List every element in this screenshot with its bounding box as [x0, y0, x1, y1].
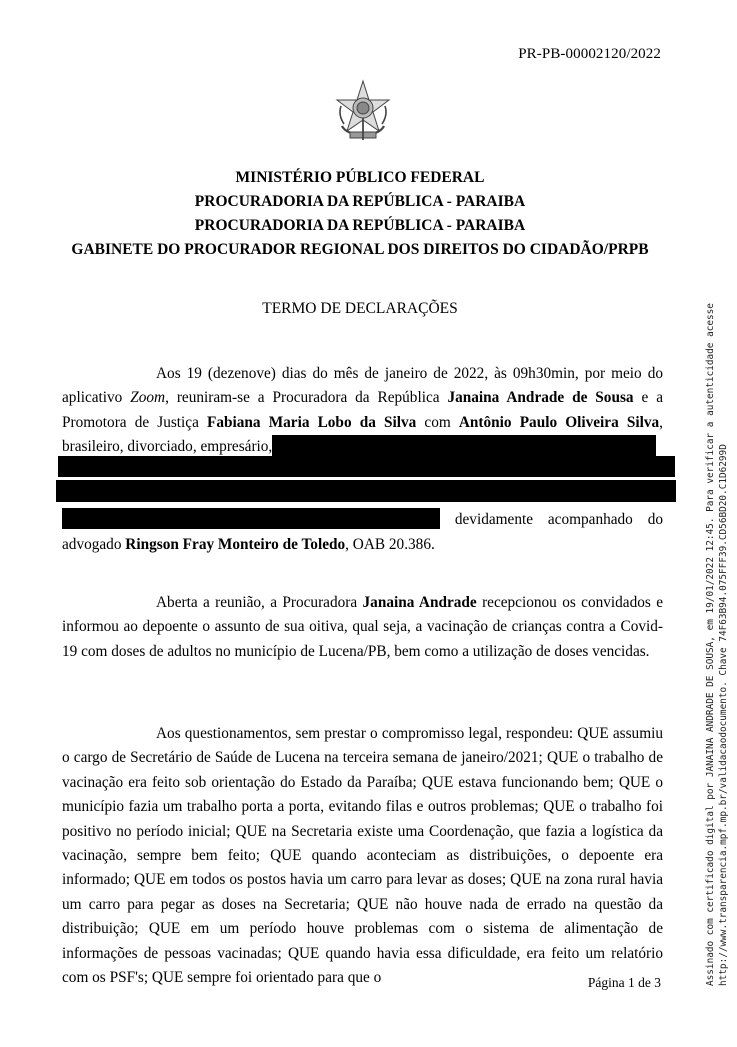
p2-procuradora-name: Janaina Andrade — [362, 594, 477, 611]
p2-text: recepcionou os convidados e informou ao depoente o assunto de sua oitiva, qual seja, a vacinação de crianças contra a Covid-19 com doses de adultos no município de Lucena/PB, bem como a utilização de doses vencidas. — [62, 594, 664, 660]
p3-text: Aos questionamentos, sem prestar o compromisso legal, respondeu: QUE assumiu o cargo de Secretário de Saúde de Lucena na terceira semana de janeiro/2021; QUE o trabalho de vacinação era feito sob orientação do Estado da Paraíba; QUE estava funcionando bem; QUE o município fazia um trabalho porta a porta, evitando filas e outros problemas; QUE o trabalho foi positivo no período inicial; QUE na Secretaria existe uma Coordenação, que fazia a logística da vacinação, sempre bem feito; QUE quando aconteciam as distribuições, o depoente era informado; QUE em todos os postos havia um carro para levar as doses; QUE na zona rural havia um carro para pegar as doses na Secretaria; QUE não houve nada de errado na questão da distribuição; QUE em um período houve problemas com o sistema de alimentação de informações de pessoas vacinadas; QUE quando havia essa dificuldade, era feito um relatório com os PSF's; QUE sempre foi orientado para que o — [62, 725, 663, 987]
redaction-bar — [62, 508, 440, 529]
digital-signature-note — [704, 226, 736, 986]
heading-line-1: MINISTÉRIO PÚBLICO FEDERAL — [235, 169, 485, 186]
redaction-bar — [58, 456, 675, 477]
heading-line-4: GABINETE DO PROCURADOR REGIONAL DOS DIREITOS DO CIDADÃO/PRPB — [71, 241, 649, 258]
p2-text: Aberta a reunião, a Procuradora — [156, 594, 363, 611]
p1-text: Aos 19 (dezenove) dias do mês de janeiro de 2022, às 09h30min, por meio do aplicativo — [62, 365, 663, 407]
heading-line-2: PROCURADORIA DA REPÚBLICA - PARAIBA — [194, 193, 526, 210]
paragraph-reuniao — [62, 591, 663, 664]
p1-app-name: Zoom — [130, 389, 166, 407]
page-number: Página 1 de 3 — [587, 975, 661, 990]
brasao-republica-icon — [330, 78, 396, 144]
document-number: PR-PB-00002120/2022 — [518, 46, 661, 62]
paragraph-questionamentos — [62, 722, 663, 990]
institution-heading — [40, 166, 680, 262]
p1-text: , reuniram-se a Procuradora da República — [165, 389, 448, 407]
signature-line-2: http://www.transparencia.mpf.mp.br/validacaodocumento. Chave 74F63B94.075FFF39.CD56BD20.C1D6299D — [718, 444, 729, 986]
p1-text: e a Promotora de Justiça — [62, 389, 663, 431]
p1-promotora-name: Fabiana Maria Lobo da Silva — [207, 413, 417, 431]
p1-depoente-name: Antônio Paulo Oliveira Silva — [458, 413, 660, 431]
p1-procuradora-name: Janaina Andrade de Sousa — [447, 389, 634, 407]
p1-text: , brasileiro, divorciado, empresário, — [62, 413, 663, 456]
p1-text: devidamente acompanhado do advogado — [62, 511, 663, 553]
p1-text: com — [416, 413, 459, 431]
redaction-bar — [56, 480, 676, 502]
p1-advogado-name: Ringson Fray Monteiro de Toledo — [125, 535, 346, 553]
document-title: TERMO DE DECLARAÇÕES — [262, 300, 458, 317]
p1-text: , OAB 20.386. — [345, 535, 435, 553]
redaction-bar — [272, 435, 656, 456]
heading-line-3: PROCURADORIA DA REPÚBLICA - PARAIBA — [194, 217, 526, 234]
signature-line-1: Assinado com certificado digital por JANAINA ANDRADE DE SOUSA, em 19/01/2022 12:45. Para verificar a autenticidade acesse — [705, 303, 716, 986]
